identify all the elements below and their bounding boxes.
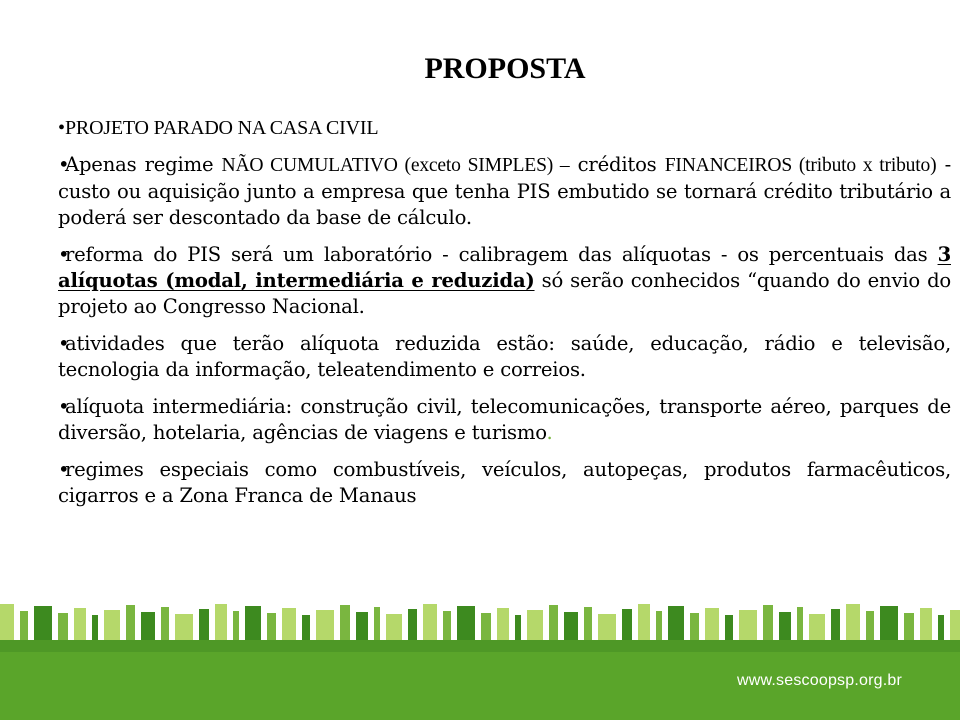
- bullet-item: •regimes especiais como combustíveis, veículos, autopeças, produtos farmacêuticos, cigarros e a Zona Franca de Manaus: [58, 457, 951, 509]
- bullet-item: •reforma do PIS será um laboratório - calibragem das alíquotas - os percentuais das 3 alíquotas (modal, intermediária e reduzida) só serão conhecidos “quando do envio do projeto ao Congresso Nacional.: [58, 242, 951, 320]
- slide-title: PROPOSTA: [424, 52, 586, 85]
- bullet-item: •alíquota intermediária: construção civil, telecomunicações, transporte aéreo, parques de diversão, hotelaria, agências de viagens e turismo.: [58, 394, 951, 446]
- bullet-item: •atividades que terão alíquota reduzida estão: saúde, educação, rádio e televisão, tecnologia da informação, teleatendimento e correios.: [58, 331, 951, 383]
- bullet-icon: [58, 331, 65, 357]
- bullet-list: [58, 115, 951, 520]
- bullet-icon: [58, 242, 65, 268]
- bullet-icon: [58, 115, 65, 141]
- bullet-icon: [58, 152, 65, 178]
- bullet-item: •Apenas regime NÃO CUMULATIVO (exceto SIMPLES) – créditos FINANCEIROS (tributo x tributo) - custo ou aquisição junto a empresa que tenha PIS embutido se tornará crédito tributário a poderá ser descontado da base de cálculo.: [58, 152, 951, 231]
- highlighted-text: 3 alíquotas (modal, intermediária e reduzida): [58, 243, 951, 292]
- bullet-item: •PROJETO PARADO NA CASA CIVIL: [58, 115, 951, 141]
- bullet-icon: [58, 457, 65, 483]
- bullet-icon: [58, 394, 65, 420]
- website-link[interactable]: www.sescoopsp.org.br: [737, 672, 902, 689]
